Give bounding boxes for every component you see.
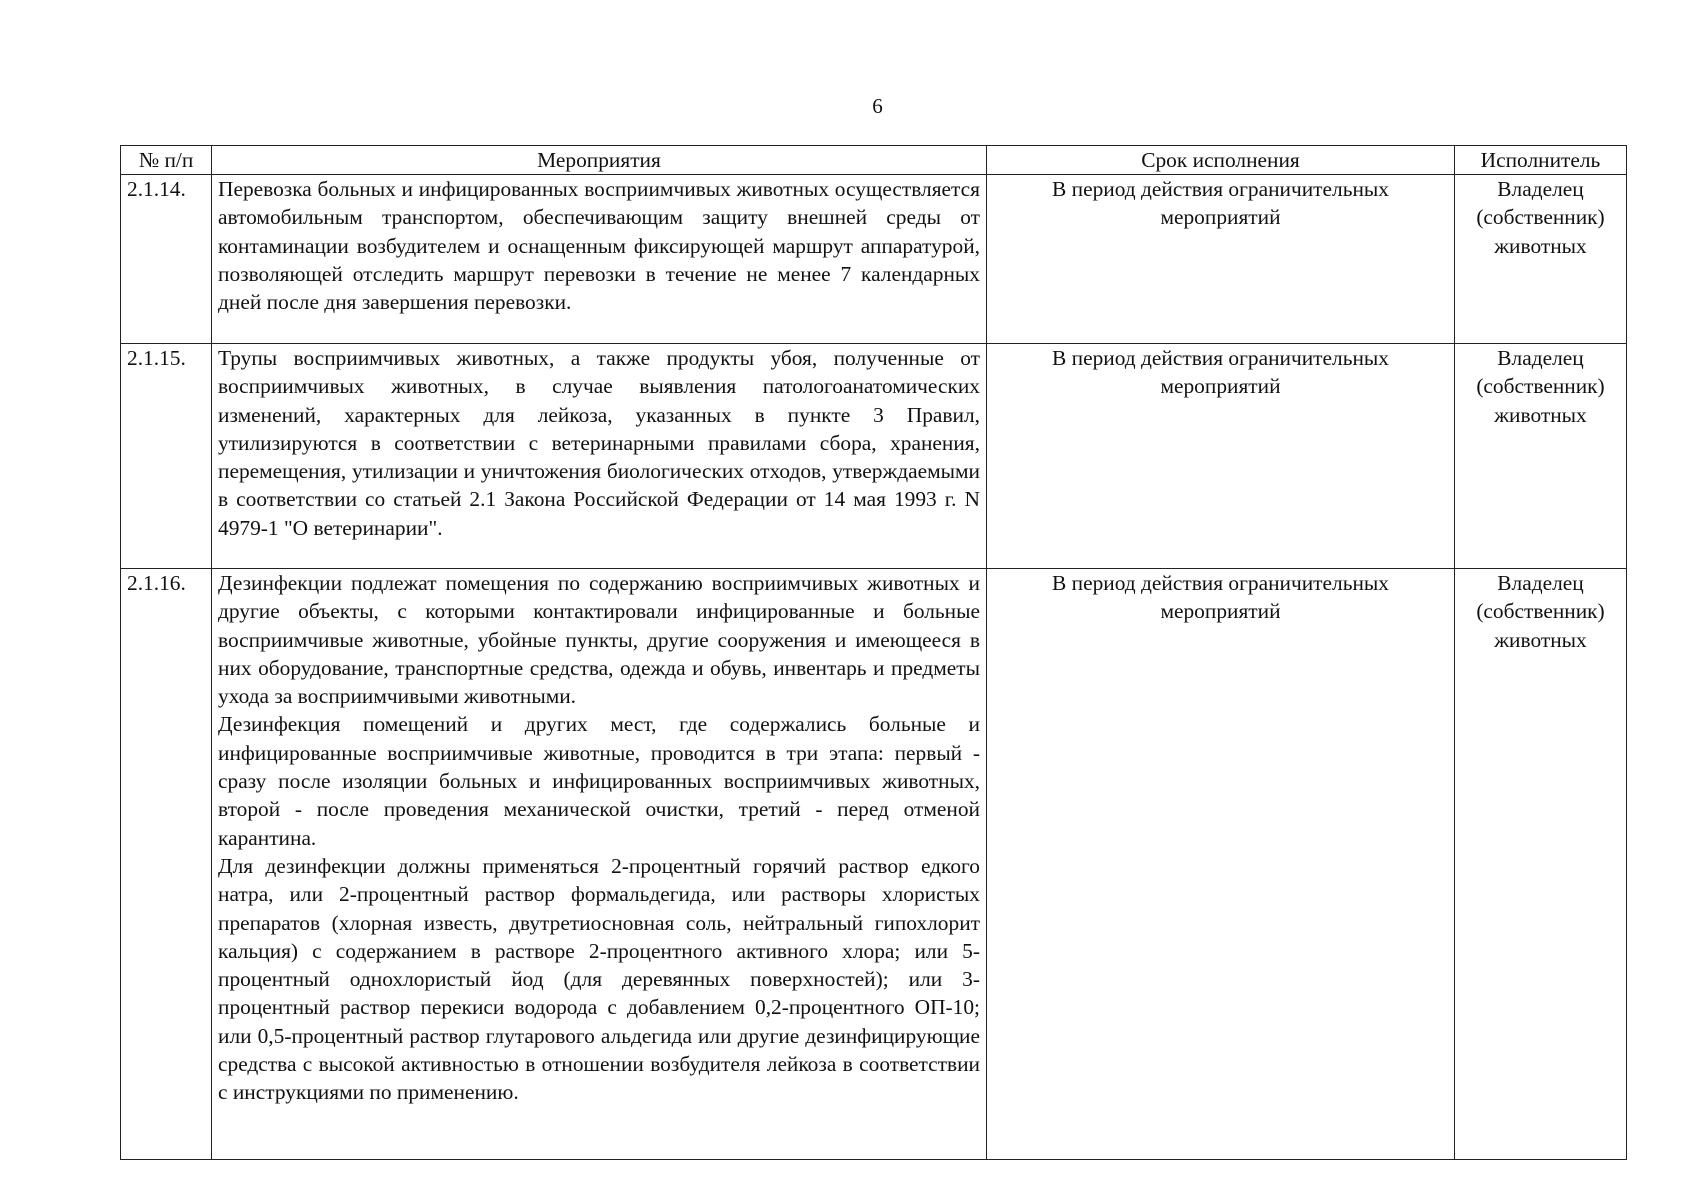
row-activity — [212, 569, 987, 1160]
row-number: 2.1.14. — [121, 175, 212, 344]
table-row — [121, 569, 1627, 1160]
activity-paragraph: Дезинфекция помещений и других мест, где содержались больные и инфицированные восприимчивые животные, проводится в три этапа: первый - сразу после изоляции больных и инфицированных восприимчивых животных, второй - после проведения механической очистки, третий - перед отменой карантина. — [218, 712, 980, 850]
header-num: № п/п — [121, 146, 212, 175]
row-term: В период действия ограничительных мероприятий — [987, 569, 1455, 1160]
activity-paragraph: Перевозка больных и инфицированных восприимчивых животных осуществляется автомобильным транспортом, обеспечивающим защиту внешней среды от контаминации возбудителем и оснащенным фиксирующей маршрут аппаратурой, позволяющей отследить маршрут перевозки в течение не менее 7 календарных дней после дня завершения перевозки. — [218, 177, 980, 315]
row-number: 2.1.16. — [121, 569, 212, 1160]
measures-table — [120, 145, 1627, 1160]
header-activity: Мероприятия — [212, 146, 987, 175]
activity-paragraph: Трупы восприимчивых животных, а также продукты убоя, полученные от восприимчивых животных, в случае выявления патологоанатомических изменений, характерных для лейкоза, указанных в пункте 3 Правил, утилизируются в соответствии с ветеринарными правилами сбора, хранения, перемещения, утилизации и уничтожения биологических отходов, утверждаемыми в соответствии со статьей 2.1 Закона Российской Федерации от 14 мая 1993 г. N 4979-1 "О ветеринарии". — [218, 346, 980, 540]
row-activity — [212, 344, 987, 569]
row-number: 2.1.15. — [121, 344, 212, 569]
activity-paragraph: Для дезинфекции должны применяться 2-процентный горячий раствор едкого натра, или 2-процентный раствор формальдегида, или растворы хлористых препаратов (хлорная известь, двутретиосновная соль, нейтральный гипохлорит кальция) с содержанием в растворе 2-процентного активного хлора; или 5-процентный однохлористый йод (для деревянных поверхностей); или 3-процентный раствор перекиси водорода с добавлением 0,2-процентного ОП-10; или 0,5-процентный раствор глутарового альдегида или другие дезинфицирующие средства с высокой активностью в отношении возбудителя лейкоза в соответствии с инструкциями по применению. — [218, 853, 980, 1105]
row-activity — [212, 175, 987, 344]
table-row — [121, 344, 1627, 569]
header-executor: Исполнитель — [1455, 146, 1627, 175]
activity-paragraph: Дезинфекции подлежат помещения по содержанию восприимчивых животных и другие объекты, с которыми контактировали инфицированные и больные восприимчивые животные, убойные пункты, другие сооружения и имеющееся в них оборудование, транспортные средства, одежда и обувь, инвентарь и предметы ухода за восприимчивыми животными. — [218, 571, 980, 709]
header-term: Срок исполнения — [987, 146, 1455, 175]
row-executor: Владелец (собственник) животных — [1455, 569, 1627, 1160]
table-header-row — [121, 146, 1627, 175]
row-executor: Владелец (собственник) животных — [1455, 175, 1627, 344]
row-executor: Владелец (собственник) животных — [1455, 344, 1627, 569]
table-row — [121, 175, 1627, 344]
page-number: 6 — [872, 94, 883, 118]
row-term: В период действия ограничительных мероприятий — [987, 175, 1455, 344]
row-term: В период действия ограничительных мероприятий — [987, 344, 1455, 569]
